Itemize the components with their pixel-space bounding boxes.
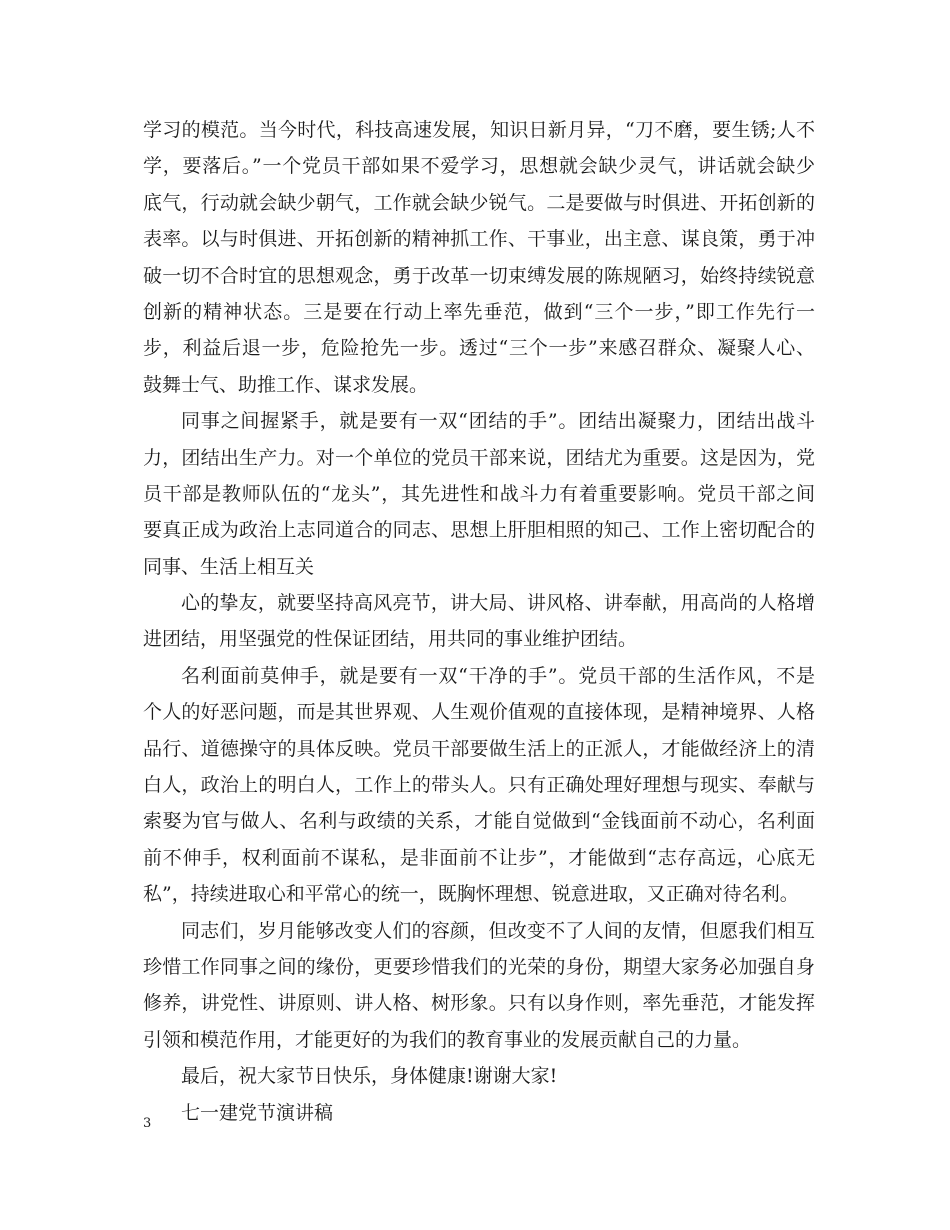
text-line: 力，团结出生产力。对一个单位的党员干部来说，团结尤为重要。这是因为，党 <box>143 446 815 469</box>
text-line: 修养，讲党性、讲原则、讲人格、树形象。只有以身作则，率先垂范，才能发挥 <box>143 992 815 1015</box>
text-line: 同事、生活上相互关 <box>143 555 315 578</box>
text-line: 个人的好恶问题，而是其世界观、人生观价值观的直接体现，是精神境界、人格 <box>143 701 815 724</box>
text-line: 底气，行动就会缺少朝气，工作就会缺少锐气。二是要做与时俱进、开拓创新的 <box>143 191 815 214</box>
text-line: 珍惜工作同事之间的缘份，更要珍惜我们的光荣的身份，期望大家务必加强自身 <box>143 955 815 978</box>
text-line: 七一建党节演讲稿 <box>181 1101 334 1124</box>
text-line: 学习的模范。当今时代，科技高速发展，知识日新月异，“刀不磨，要生锈;人不 <box>143 119 815 141</box>
page-number: 3 <box>143 1116 152 1131</box>
text-line: 前不伸手，权利面前不谋私，是非面前不让步”，才能做到“志存高远，心底无 <box>143 846 815 869</box>
text-line: 私”，持续进取心和平常心的统一，既胸怀理想、锐意进取，又正确对待名利。 <box>143 883 799 906</box>
text-line: 表率。以与时俱进、开拓创新的精神抓工作、干事业，出主意、谋良策，勇于冲 <box>143 228 815 251</box>
text-line: 心的挚友，就要坚持高风亮节，讲大局、讲风格、讲奉献，用高尚的人格增 <box>181 592 815 615</box>
text-line: 鼓舞士气、助推工作、谋求发展。 <box>143 373 429 396</box>
text-line: 进团结，用坚强党的性保证团结，用共同的事业维护团结。 <box>143 628 638 651</box>
text-line: 学，要落后。”一个党员干部如果不爱学习，思想就会缺少灵气，讲话就会缺少 <box>143 155 815 178</box>
text-line: 破一切不合时宜的思想观念，勇于改革一切束缚发展的陈规陋习，始终持续锐意 <box>143 264 815 287</box>
document-body <box>143 112 815 1131</box>
text-line: 员干部是教师队伍的“龙头”，其先进性和战斗力有着重要影响。党员干部之间 <box>143 482 815 505</box>
text-line: 索娶为官与做人、名利与政绩的关系，才能自觉做到“金钱面前不动心，名利面 <box>143 810 815 833</box>
text-line: 最后，祝大家节日快乐，身体健康!谢谢大家! <box>181 1065 558 1088</box>
text-line: 同事之间握紧手，就是要有一双“团结的手”。团结出凝聚力，团结出战斗 <box>181 410 815 433</box>
text-line: 引领和模范作用，才能更好的为我们的教育事业的发展贡献自己的力量。 <box>143 1028 752 1051</box>
text-line: 品行、道德操守的具体反映。党员干部要做生活上的正派人，才能做经济上的清 <box>143 737 815 760</box>
text-line: 步，利益后退一步，危险抢先一步。透过“三个一步”来感召群众、凝聚人心、 <box>143 337 815 360</box>
text-line: 名利面前莫伸手，就是要有一双“干净的手”。党员干部的生活作风，不是 <box>181 664 815 687</box>
text-line: 同志们，岁月能够改变人们的容颜，但改变不了人间的友情，但愿我们相互 <box>181 919 815 942</box>
text-line: 创新的精神状态。三是要在行动上率先垂范，做到“三个一步，”即工作先行一 <box>143 300 815 323</box>
text-line: 白人，政治上的明白人，工作上的带头人。只有正确处理好理想与现实、奉献与 <box>143 774 815 797</box>
text-line: 要真正成为政治上志同道合的同志、思想上肝胆相照的知己、工作上密切配合的 <box>143 519 815 542</box>
